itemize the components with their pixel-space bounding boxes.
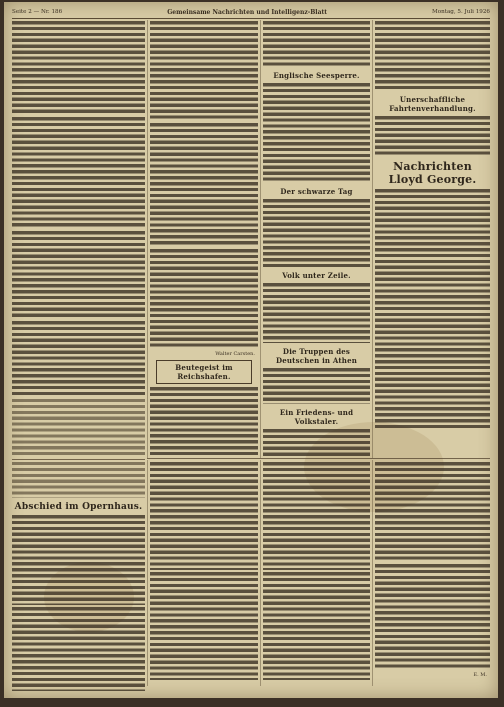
headline-schwarze-tag: Der schwarze Tag <box>280 187 353 196</box>
article-paragraph <box>375 189 490 299</box>
headline-volkstaler: Ein Friedens- und Volkstaler. <box>279 408 354 426</box>
headline-volk: Volk unter Zeile. <box>282 271 351 280</box>
column-3-lower <box>263 462 370 688</box>
header-date: Montag, 5. Juli 1926 <box>432 9 490 15</box>
article-paragraph <box>375 564 490 670</box>
article-paragraph <box>150 21 258 121</box>
header-masthead: Gemeinsame Nachrichten und Intelligenz-Blatt <box>167 8 327 16</box>
article-paragraph <box>263 368 370 404</box>
headline-box <box>156 360 252 384</box>
headline-seesperre: Englische Seesperre. <box>273 71 360 80</box>
article-paragraph <box>263 21 370 67</box>
article-paragraph <box>263 462 370 570</box>
headline-reichshafen: Beutegeist im Reichshafen. <box>175 363 233 381</box>
column-rule <box>372 20 373 458</box>
newspaper-page <box>4 2 498 698</box>
article-paragraph <box>12 321 145 397</box>
article-paragraph <box>150 249 258 349</box>
headline-fahrten: Unerschaffliche Fahrtenverhandlung. <box>389 95 476 113</box>
article-paragraph <box>263 572 370 680</box>
article-paragraph <box>12 515 145 605</box>
column-2-lower <box>150 462 258 688</box>
headline-truppen: Die Truppen des Deutschen in Athen <box>275 347 358 365</box>
article-paragraph <box>263 429 370 457</box>
article-paragraph <box>12 117 145 229</box>
article-paragraph <box>375 21 490 91</box>
section-separator <box>12 459 145 460</box>
article-paragraph <box>150 387 258 457</box>
article-paragraph <box>150 462 258 570</box>
headline-lloyd-george: Nachrichten Lloyd George. <box>388 160 477 186</box>
article-paragraph <box>263 199 370 267</box>
article-paragraph <box>263 83 370 183</box>
column-1 <box>12 21 145 691</box>
column-rule <box>260 460 261 686</box>
article-paragraph <box>12 607 145 691</box>
headline-opernhaus: Abschied im Opernhaus. <box>14 502 143 512</box>
article-paragraph <box>12 399 145 457</box>
column-rule <box>147 460 148 686</box>
article-paragraph <box>375 116 490 156</box>
article-paragraph <box>150 123 258 247</box>
article-signature: E. M. <box>473 672 487 678</box>
article-paragraph <box>150 572 258 680</box>
column-rule <box>260 20 261 458</box>
column-rule <box>372 460 373 686</box>
header-rule <box>12 18 490 19</box>
column-4-lower <box>375 462 490 688</box>
column-rule <box>147 20 148 458</box>
article-paragraph <box>12 462 145 498</box>
article-paragraph <box>375 462 490 562</box>
section-separator <box>147 458 490 459</box>
column-4 <box>375 21 490 457</box>
header-page-number: Seite 2 — Nr. 186 <box>12 9 63 15</box>
article-signature: Walter Carsten. <box>215 351 255 357</box>
article-paragraph <box>12 231 145 319</box>
column-3 <box>263 21 370 457</box>
column-2 <box>150 21 258 457</box>
article-paragraph <box>12 21 145 115</box>
article-paragraph <box>375 301 490 431</box>
page-header <box>12 6 490 18</box>
article-paragraph <box>263 283 370 343</box>
